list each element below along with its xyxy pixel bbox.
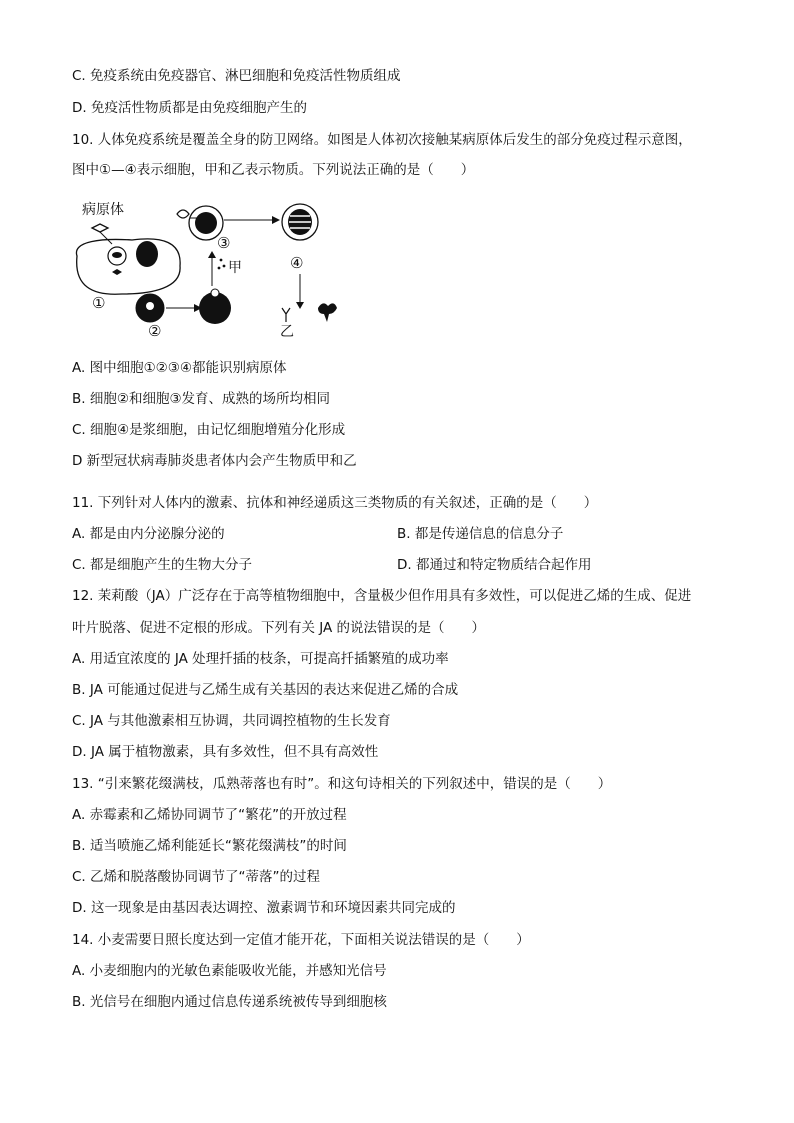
q14-option-b: B. 光信号在细胞内通过信息传递系统被传导到细胞核 [72, 994, 387, 1010]
q12-stem-line-2: 叶片脱落、促进不定根的形成。下列有关 JA 的说法错误的是（ ） [72, 620, 486, 636]
q11-option-a: A. 都是由内分泌腺分泌的 [72, 526, 225, 542]
q10-option-a: A. 图中细胞①②③④都能识别病原体 [72, 360, 287, 376]
antibody-icon [282, 308, 290, 322]
q12-stem-line-1: 12. 茉莉酸（JA）广泛存在于高等植物细胞中，含量极少但作用具有多效性，可以促进乙烯的生成、促进 [72, 588, 692, 604]
q10-option-c: C. 细胞④是浆细胞，由记忆细胞增殖分化形成 [72, 422, 346, 438]
q13-stem: 13. “引来繁花缀满枝，瓜熟蒂落也有时”。和这句诗相关的下列叙述中，错误的是（ ） [72, 776, 612, 792]
q12-option-b: B. JA 可能通过促进与乙烯生成有关基因的表达来促进乙烯的合成 [72, 682, 459, 698]
cell-1-label: ① [92, 294, 106, 312]
cell-3-nucleus [195, 212, 217, 234]
cell-3-label: ③ [217, 234, 231, 252]
antigen-fragment-icon [112, 269, 122, 275]
dot-icon [223, 265, 226, 268]
q12-option-a: A. 用适宜浓度的 JA 处理扦插的枝条，可提高扦插繁殖的成功率 [72, 651, 449, 667]
immune-process-diagram [72, 196, 372, 341]
q11-stem: 11. 下列针对人体内的激素、抗体和神经递质这三类物质的有关叙述，正确的是（ ） [72, 495, 598, 511]
pathogen-icon [92, 224, 108, 232]
q10-option-b: B. 细胞②和细胞③发育、成熟的场所均相同 [72, 391, 331, 407]
q12-option-d: D. JA 属于植物激素，具有多效性，但不具有高效性 [72, 744, 379, 760]
arrow-head [208, 251, 216, 258]
q10-option-d: D 新型冠状病毒肺炎患者体内会产生物质甲和乙 [72, 453, 357, 469]
substance-b-label: 乙 [280, 324, 294, 340]
pathogen-icon [177, 210, 189, 218]
antigen-antibody-complex-icon [318, 303, 337, 322]
pathogen-label: 病原体 [82, 202, 124, 218]
q13-option-d: D. 这一现象是由基因表达调控、激素调节和环境因素共同完成的 [72, 900, 456, 916]
q14-stem: 14. 小麦需要日照长度达到一定值才能开花，下面相关说法错误的是（ ） [72, 932, 530, 948]
q11-option-c: C. 都是细胞产生的生物大分子 [72, 557, 253, 573]
dot-icon [218, 267, 221, 270]
dot-icon [220, 259, 223, 262]
q14-option-a: A. 小麦细胞内的光敏色素能吸收光能，并感知光信号 [72, 963, 387, 979]
q9-option-d: D. 免疫活性物质都是由免疫细胞产生的 [72, 100, 307, 116]
q13-option-c: C. 乙烯和脱落酸协同调节了“蒂落”的过程 [72, 869, 320, 885]
activated-cell-receptor [211, 289, 219, 297]
cell-1-nucleus [136, 241, 158, 267]
arrow-pathogen-to-cell1 [100, 232, 112, 244]
q9-option-c: C. 免疫系统由免疫器官、淋巴细胞和免疫活性物质组成 [72, 68, 401, 84]
q13-option-b: B. 适当喷施乙烯利能延长“繁花缀满枝”的时间 [72, 838, 347, 854]
cell-1-outline [76, 239, 180, 294]
q10-stem-line-2: 图中①—④表示细胞，甲和乙表示物质。下列说法正确的是（ ） [72, 162, 475, 178]
q10-stem-line-1: 10. 人体免疫系统是覆盖全身的防卫网络。如图是人体初次接触某病原体后发生的部分免疫过程示意图， [72, 132, 692, 148]
q12-option-c: C. JA 与其他激素相互协调，共同调控植物的生长发育 [72, 713, 391, 729]
arrow-head [272, 216, 280, 224]
cell-4-label: ④ [290, 254, 304, 272]
engulfed-pathogen-icon [112, 252, 122, 258]
cell-2-label: ② [148, 322, 162, 340]
q11-option-b: B. 都是传递信息的信息分子 [397, 526, 564, 542]
arrow-head [296, 302, 304, 309]
q11-option-d: D. 都通过和特定物质结合起作用 [397, 557, 592, 573]
cell-2-receptor [146, 302, 154, 310]
q13-option-a: A. 赤霉素和乙烯协同调节了“繁花”的开放过程 [72, 807, 347, 823]
substance-a-label: 甲 [228, 260, 242, 276]
